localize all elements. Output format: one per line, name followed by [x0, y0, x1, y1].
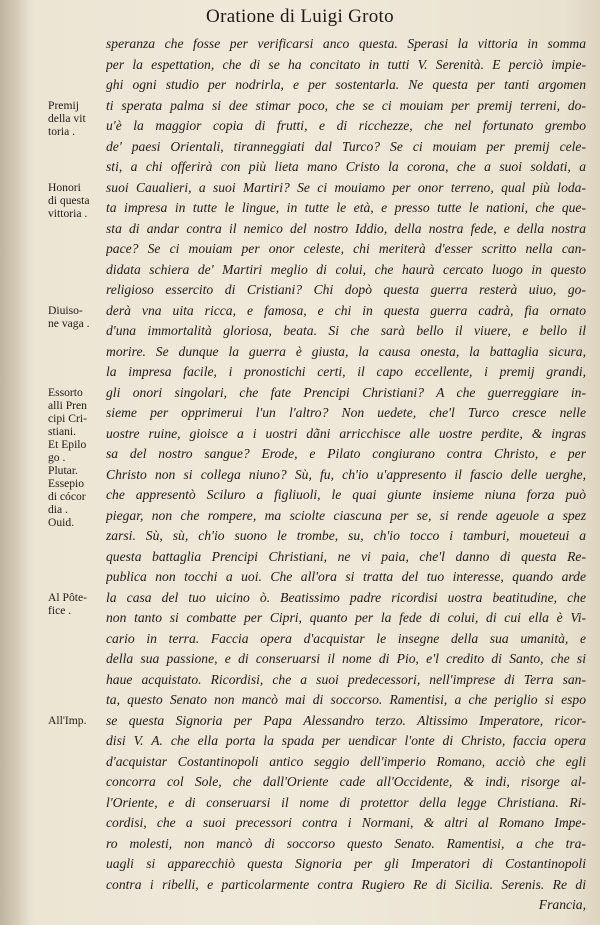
text-line: contra i ribelli, e particolarmente contra Rugiero Re di Sicilia. Serenis. Re di: [106, 876, 586, 892]
text-line: Christo non si collega niuno? Sù, fu, ch'io u'appresento il fascio delle uerghe,: [106, 466, 586, 482]
text-line: d'una immortalità gloriosa, beata. Si che sarà bello il viuere, e bello il: [106, 323, 586, 338]
text-line: ta, questo Senato non mancò mai di soccorso. Ramentisi, a che periglio si espo: [106, 692, 586, 707]
text-line: de' paesi Orientali, tiranneggiati dal Turco? Se ci mouiam per premij cele-: [106, 138, 586, 154]
margin-note-line: Ouid.: [48, 515, 75, 529]
margin-note-line: fice .: [48, 603, 72, 617]
text-line: uagli si apparecchiò questa Signoria per gli Imperatori di Costantinopoli: [106, 856, 586, 871]
text-line: sieme per opprimerui l'un l'altro? Non uedete, che'l Turco cresce nelle: [106, 405, 586, 420]
text-line: la impresa facile, i pronostichi certi, il capo eccellente, i premij grandi,: [106, 364, 586, 379]
margin-note-line: di questa: [48, 193, 90, 207]
text-line: l'Oriente, e di conseruarsi il nome di protettor della legge Christiana. Ri-: [106, 794, 586, 810]
text-line: u'è la maggior copia di frutti, e di ricchezze, che nel fortunato grembo: [106, 118, 586, 133]
text-line: se questa Signoria per Papa Alessandro terzo. Altissimo Imperatore, ricor-: [106, 712, 586, 728]
margin-note-line: Al Pôte-: [48, 590, 87, 604]
text-line: per la espettation, che di se ha concitato in tutti V. Serenità. E perciò impie-: [106, 56, 586, 72]
main-text-block: [106, 34, 586, 916]
text-line: che appresentò Sciluro a figliuoli, le quai giunte insieme niuna forza può: [106, 487, 586, 502]
text-line: cordisi, che a suoi precessori contra i Normani, & altri al Romano Impe-: [106, 815, 586, 830]
text-line: religioso essercito di Cristiani? Chi dopò questa guerra resterà uiuo, go-: [106, 282, 586, 297]
margin-note-line: alli Pren: [48, 398, 87, 412]
text-line: ghi ogni studio per nodrirla, e per sostentarla. Ne questa per tanti argomen: [106, 77, 586, 92]
margin-note-line: Essorto: [48, 385, 83, 399]
text-line: ta impresa in tutte le lingue, in tutte le età, e presso tutte le nationi, che que-: [106, 200, 586, 215]
margin-note-line: Premij: [48, 98, 79, 112]
text-line: disi V. A. che ella porta la spada per uendicar l'onte di Christo, faccia opera: [106, 733, 586, 748]
text-line: pace? Se ci mouiam per onor celeste, chi meriterà d'esser scritto nella can-: [106, 241, 586, 256]
text-line: sta di andar contra il nemico del nostro Iddio, della nostra fede, e della nostra: [106, 220, 586, 236]
margin-note: [48, 304, 106, 330]
spine-shadow: [0, 0, 30, 925]
margin-note: [48, 714, 106, 727]
margin-note: [48, 181, 106, 220]
text-line: Francia,: [538, 897, 586, 912]
running-header: Oratione di Luigi Groto: [206, 6, 394, 27]
margin-note-line: Essepio: [48, 476, 85, 490]
text-line: speranza che fosse per verificarsi anco questa. Sperasi la vittoria in somma: [106, 36, 586, 51]
text-line: questa battaglia Prencipi Christiani, ne vi paia, che'l danno di questa Re-: [106, 548, 586, 564]
margin-note-line: stiani.: [48, 424, 77, 438]
text-line: morire. Se dunque la guerra è giusta, la causa onesta, la battaglia sicura,: [106, 343, 586, 359]
text-line: publica non tocchi a uoi. Che all'ora si tratta del tuo interesse, quando arde: [106, 569, 586, 584]
text-line: d'acquistar Costantinopoli antico seggio dell'imperio Romano, acciò che egli: [106, 753, 586, 769]
margin-note-line: Diuiso-: [48, 303, 83, 317]
margin-note-line: Et Epilo: [48, 437, 87, 451]
text-line: didata schiera de' Martiri meglio di colui, che haurà cercato luogo in questo: [106, 261, 586, 277]
margin-note-line: Honori: [48, 180, 81, 194]
text-line: suoi Caualieri, a suoi Martiri? Se ci mouiamo per onor terreno, qual più loda-: [106, 179, 586, 195]
text-line: gli onori singolari, che fate Prencipi Christiani? A che guerreggiare in-: [106, 384, 586, 400]
text-line: sti, a chi offerirà con più lieta mano Cristo la corona, che a suoi soldati, a: [106, 159, 586, 174]
text-line: haue acquistato. Ricordisi, che a suoi predecessori, nell'imprese di Terra san-: [106, 671, 586, 687]
margin-note-line: go .: [48, 450, 66, 464]
margin-note-line: di cócor: [48, 489, 86, 503]
margin-note: [48, 386, 106, 529]
text-line: cario in terra. Faccia opera d'acquistar le insegne della sua umanità, e: [106, 630, 586, 646]
margin-note-line: All'Imp.: [48, 713, 87, 727]
text-line: la casa del tuo uicino ò. Beatissimo padre ricordisi uostra beatitudine, che: [106, 589, 586, 605]
margin-note-line: ne vaga .: [48, 316, 90, 330]
margin-note-line: dia .: [48, 502, 68, 516]
margin-note: [48, 99, 106, 138]
text-line: non tanto si combatte per Cipri, quanto per la fede di colui, di cui ella è Vi-: [106, 610, 586, 625]
text-line: sa del nostro sangue? Erode, e Pilato congiurano contra Christo, e per: [106, 446, 586, 461]
text-line: concorra col Sole, che dall'Oriente cade all'Occidente, & indi, risorge al-: [106, 774, 586, 789]
margin-note-line: vittoria .: [48, 206, 88, 220]
text-line: uostre ruine, gioisce a i uostri dãni arricchisce alle uostre perdite, & ingras: [106, 425, 586, 441]
text-line: della sua passione, e di conseruarsi il nome di Pio, e'l credito di Santo, che si: [106, 651, 586, 666]
margin-note-line: della vit: [48, 111, 86, 125]
text-line: ro molesti, non mancò di soccorso questo Senato. Ramentisi, a che tra-: [106, 835, 586, 851]
margin-note-line: Plutar.: [48, 463, 78, 477]
margin-note: [48, 591, 106, 617]
margin-note-line: cipi Cri-: [48, 411, 87, 425]
text-line: ti sperata palma si dee stimar poco, che se ci mouiam per premij terreni, do-: [106, 97, 586, 113]
text-line: piegar, non che rompere, ma sciolte ciascuna per se, si rende ageuole a spez: [106, 507, 586, 523]
text-line: derà vna uita ricca, e famosa, e chi in questa guerra cadrà, fia ornato: [106, 302, 586, 318]
margin-note-line: toria .: [48, 124, 76, 138]
text-line: zarsi. Sù, sù, ch'io suono le trombe, su, ch'io tocco i tamburi, moueteui a: [106, 528, 586, 543]
